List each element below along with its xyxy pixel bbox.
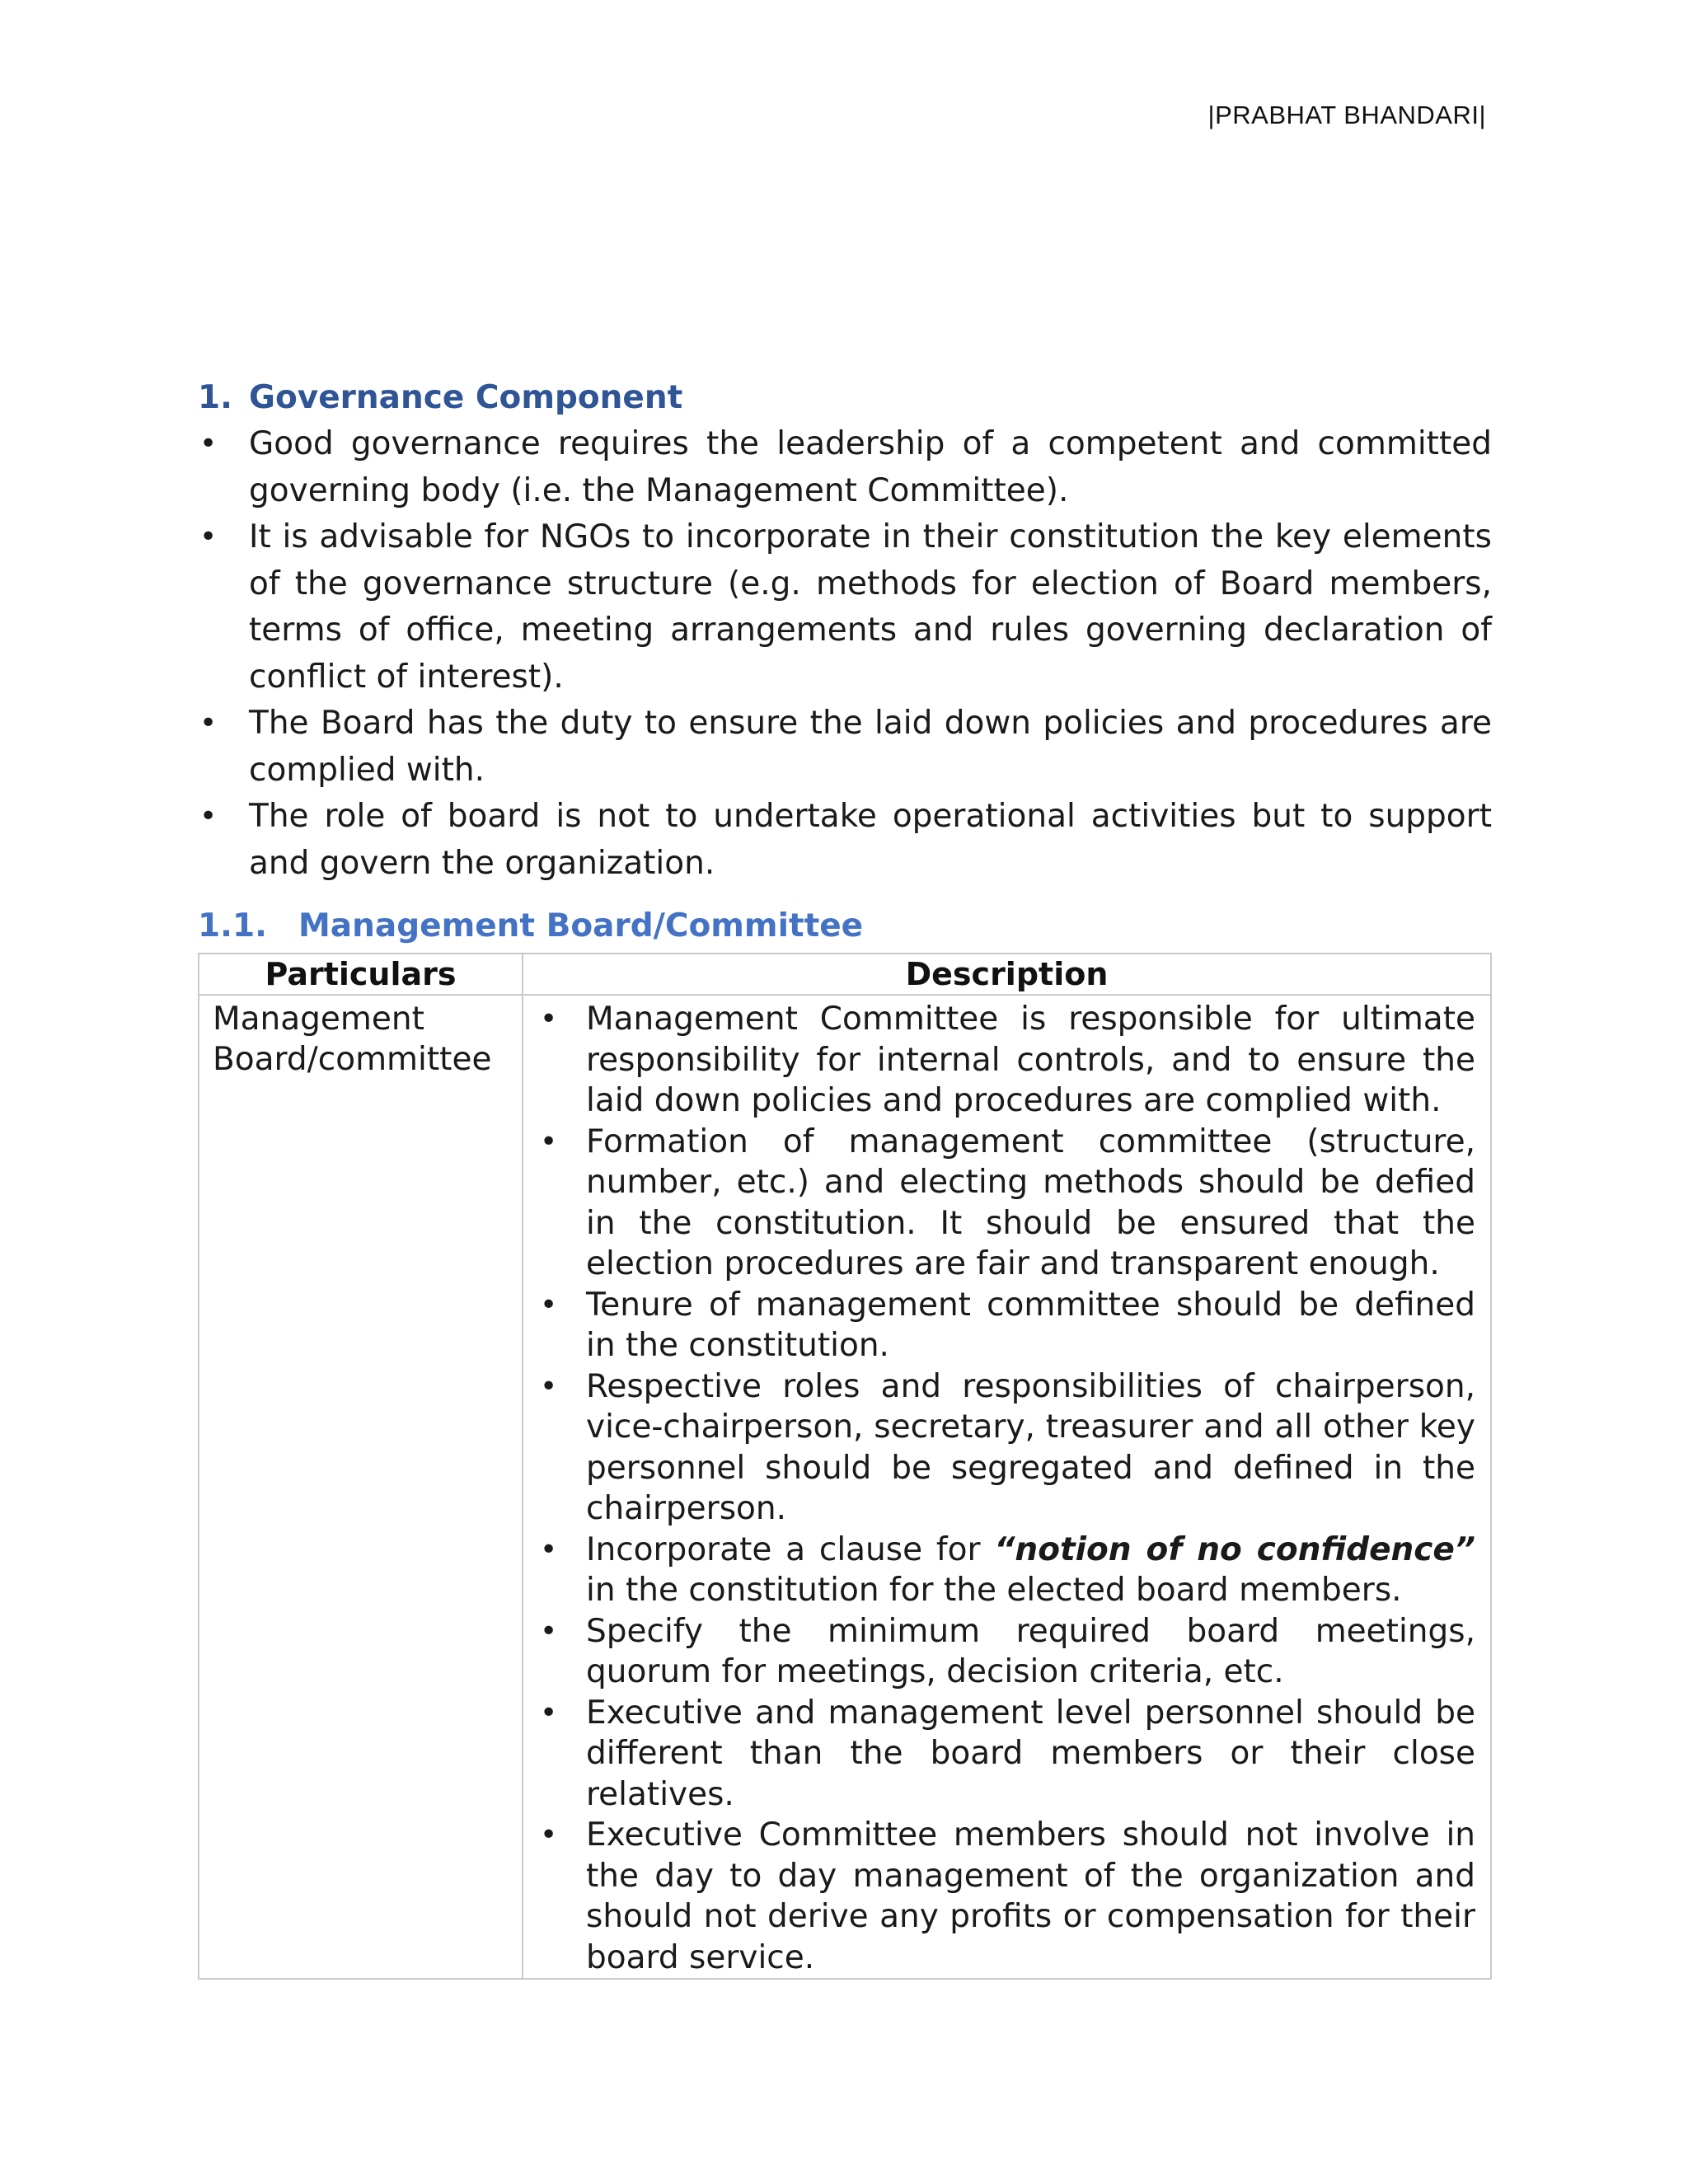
management-board-table	[198, 953, 1492, 1980]
description-item: • Executive and management level personnel should be different than the board members or their close relatives.	[535, 1693, 1475, 1816]
description-list	[535, 999, 1475, 1978]
description-item: • Management Committee is responsible for ultimate responsibility for internal controls, and to ensure the laid down policies and procedures are complied with.	[535, 999, 1475, 1122]
description-item: • Formation of management committee (structure, number, etc.) and electing methods should be defied in the constitution. It should be ensured that the election procedures are fair and transparent enough.	[535, 1122, 1475, 1285]
particular-cell: Management Board/committee	[199, 995, 523, 1979]
table-header-row	[199, 954, 1491, 995]
table-row	[199, 995, 1491, 1979]
description-item: • Respective roles and responsibilities of chairperson, vice-chairperson, secretary, treasurer and all other key personnel should be segregated and defined in the chairperson.	[535, 1366, 1475, 1530]
header-author: |PRABHAT BHANDARI|	[1207, 101, 1486, 129]
section-title: Governance Component	[249, 379, 683, 416]
section-heading-governance	[198, 375, 1492, 421]
description-cell	[523, 995, 1491, 1979]
subsection-number: 1.1.	[198, 907, 267, 944]
bullet-item: • It is advisable for NGOs to incorporate in their constitution the key elements of the governance structure (e.g. methods for election of Board members, terms of office, meeting arrangements and rules governing declaration of conflict of interest).	[198, 514, 1492, 701]
description-item	[535, 1530, 1475, 1611]
description-item: • Tenure of management committee should be defined in the constitution.	[535, 1285, 1475, 1366]
main-content	[198, 375, 1492, 1980]
item-text-after: in the constitution for the elected board members.	[586, 1572, 1402, 1609]
bullet-item: • The Board has the duty to ensure the laid down policies and procedures are complied with.	[198, 701, 1492, 794]
description-item: • Specify the minimum required board meetings, quorum for meetings, decision criteria, etc.	[535, 1611, 1475, 1693]
header-description: Description	[523, 954, 1491, 995]
bullet-item: • Good governance requires the leadership of a competent and committed governing body (i.e. the Management Committee).	[198, 421, 1492, 514]
bullet-item: • The role of board is not to undertake operational activities but to support and govern the organization.	[198, 794, 1492, 887]
section-number: 1.	[198, 379, 232, 416]
subsection-heading-management-board	[198, 903, 1492, 949]
subsection-title: Management Board/Committee	[298, 907, 864, 944]
item-text-before: Incorporate a clause for	[586, 1530, 995, 1568]
item-emphasis: “notion of no confidence”	[994, 1530, 1475, 1568]
description-item: • Executive Committee members should not involve in the day to day management of the organization and should not derive any profits or compensation for their board service.	[535, 1815, 1475, 1978]
governance-bullet-list	[198, 421, 1492, 887]
header-particulars: Particulars	[199, 954, 523, 995]
